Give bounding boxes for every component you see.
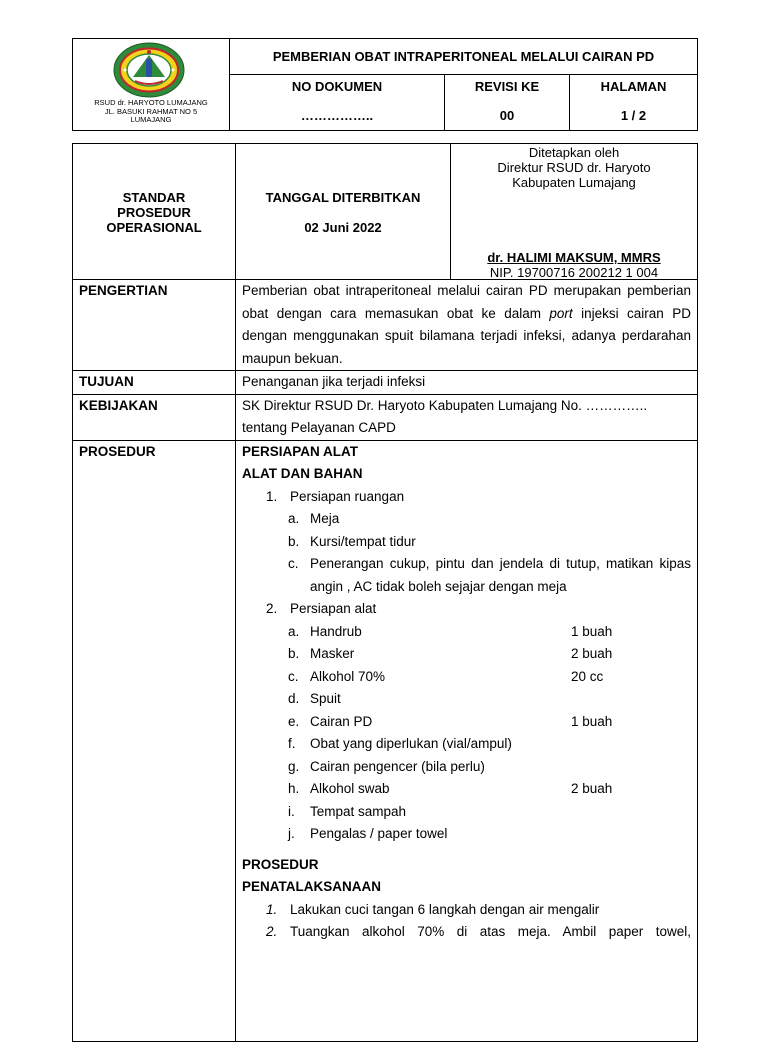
list-text: Cairan pengencer (bila perlu) — [310, 758, 485, 774]
list-marker: e. — [288, 713, 300, 729]
list-marker: 1. — [266, 901, 278, 917]
pengertian-text-part: Pemberian obat intraperitoneal melalui cairan PD merupakan pemberian obat dengan cara memasukan obat ke dalam — [242, 283, 691, 321]
list-marker: 2. — [266, 924, 278, 939]
tanggal-value: 02 Juni 2022 — [304, 220, 382, 235]
org-line: RSUD dr. HARYOTO LUMAJANG — [94, 98, 208, 107]
sop-title-cell — [73, 144, 236, 280]
halaman-label: HALAMAN — [600, 79, 667, 95]
list-text: Alkohol 70% — [310, 668, 386, 684]
hospital-logo-icon — [113, 41, 185, 99]
list-text: Lakukan cuci tangan 6 langkah dengan air mengalir — [290, 901, 600, 917]
list-item — [242, 666, 691, 689]
list-text: Handrub — [310, 623, 362, 639]
list-item — [242, 553, 691, 598]
list-text: Kursi/tempat tidur — [310, 533, 416, 549]
list-quantity: 2 buah — [571, 646, 613, 661]
kebijakan-line: tentang Pelayanan CAPD — [242, 420, 396, 435]
list-quantity: 2 buah — [571, 781, 613, 796]
list-text: Pengalas / paper towel — [310, 826, 448, 841]
list-marker: j. — [288, 826, 295, 841]
list-marker: f. — [288, 736, 296, 751]
pengertian-text — [236, 280, 698, 371]
list-item — [242, 899, 691, 922]
list-quantity — [571, 688, 691, 711]
sop-title-line: OPERASIONAL — [106, 220, 202, 235]
halaman-cell — [570, 75, 698, 131]
list-text: Meja — [310, 511, 340, 526]
no-dokumen-cell — [230, 75, 445, 131]
list-text: Alkohol swab — [310, 781, 390, 796]
list-quantity — [571, 756, 691, 779]
list-quantity: 1 buah — [571, 713, 613, 729]
list-item — [242, 823, 691, 846]
list-item — [242, 756, 691, 779]
tanggal-label: TANGGAL DITERBITKAN — [265, 190, 421, 205]
list-text: Penerangan cukup, pintu dan jendela di tutup, matikan kipas angin , AC tidak boleh sejajar dengan meja — [310, 556, 691, 594]
list-text: Persiapan alat — [290, 601, 377, 616]
list-marker: 1. — [266, 488, 278, 504]
organization-address — [73, 99, 229, 125]
list-item — [242, 801, 691, 824]
prosedur-label: PROSEDUR — [73, 440, 236, 1041]
list-marker: d. — [288, 691, 300, 706]
revisi-cell — [445, 75, 570, 131]
sop-title-line: STANDAR — [122, 190, 186, 205]
pengertian-text-part: port — [549, 305, 573, 321]
list-text: Tuangkan alkohol 70% di atas meja. Ambil paper towel, — [290, 924, 691, 939]
revisi-value: 00 — [499, 108, 515, 124]
list-quantity — [571, 823, 691, 846]
pengertian-text-part: injeksi cairan PD dengan menggunakan spuit bilamana terjadi infeksi, adanya perdarahan maupun bekuan. — [242, 305, 691, 366]
list-item — [242, 688, 691, 711]
kebijakan-text — [236, 394, 698, 440]
halaman-value: 1 / 2 — [620, 108, 647, 124]
list-marker: g. — [288, 758, 300, 774]
no-dokumen-value: …………….. — [300, 108, 374, 124]
list-item — [242, 778, 691, 801]
list-marker: b. — [288, 646, 300, 661]
persiapan-alat-heading: PERSIAPAN ALAT — [242, 443, 359, 459]
list-quantity: 1 buah — [571, 623, 613, 639]
sop-title — [73, 190, 235, 235]
list-marker: c. — [288, 556, 299, 571]
list-marker: c. — [288, 668, 299, 684]
list-text: Persiapan ruangan — [290, 488, 405, 504]
list-item — [242, 733, 691, 756]
prosedur-content — [236, 440, 698, 1041]
list-item — [242, 598, 691, 621]
sop-title-line: PROSEDUR — [117, 205, 191, 220]
document-title: PEMBERIAN OBAT INTRAPERITONEAL MELALUI CAIRAN PD — [272, 49, 655, 65]
list-marker: a. — [288, 511, 300, 526]
signer-name: dr. HALIMI MAKSUM, MMRS — [487, 250, 661, 265]
list-quantity — [571, 733, 691, 756]
list-item — [242, 643, 691, 666]
list-text: Tempat sampah — [310, 803, 407, 819]
prosedur-heading: PROSEDUR — [242, 856, 319, 872]
tujuan-text: Penanganan jika terjadi infeksi — [236, 371, 698, 395]
list-item — [242, 486, 691, 509]
list-item — [242, 621, 691, 644]
list-marker: h. — [288, 781, 300, 796]
kebijakan-line: SK Direktur RSUD Dr. Haryoto Kabupaten Lumajang No. ………….. — [242, 397, 648, 413]
list-marker: 2. — [266, 601, 278, 616]
org-line: LUMAJANG — [130, 115, 172, 124]
list-item — [242, 711, 691, 734]
tanggal-cell — [236, 144, 451, 280]
list-marker: b. — [288, 533, 300, 549]
org-line: JL. BASUKI RAHMAT NO 5 — [104, 106, 198, 116]
penatalaksanaan-heading: PENATALAKSANAAN — [242, 879, 381, 894]
document-header — [72, 38, 698, 131]
kebijakan-label: KEBIJAKAN — [73, 394, 236, 440]
sop-table — [72, 143, 698, 1042]
no-dokumen-label: NO DOKUMEN — [291, 79, 383, 95]
list-text: Obat yang diperlukan (vial/ampul) — [310, 736, 512, 751]
document-title-cell — [230, 39, 698, 75]
revisi-label: REVISI KE — [474, 79, 540, 95]
list-item — [242, 508, 691, 531]
list-marker: i. — [288, 803, 295, 819]
logo-cell — [73, 39, 230, 131]
list-quantity: 20 cc — [571, 668, 604, 684]
signer-nip: NIP. 19700716 200212 1 004 — [489, 265, 659, 280]
list-text: Masker — [310, 646, 355, 661]
tujuan-label: TUJUAN — [73, 371, 236, 395]
alat-bahan-heading: ALAT DAN BAHAN — [242, 466, 363, 481]
list-marker: a. — [288, 623, 300, 639]
list-quantity — [571, 801, 691, 824]
list-text: Cairan PD — [310, 713, 373, 729]
direktur-line: Direktur RSUD dr. Haryoto — [497, 160, 651, 175]
ditetapkan-text: Ditetapkan oleh — [528, 145, 620, 160]
list-item — [242, 921, 691, 944]
list-item — [242, 531, 691, 554]
list-text: Spuit — [310, 691, 341, 706]
pengertian-label: PENGERTIAN — [73, 280, 236, 371]
pengesahan-cell — [451, 144, 698, 280]
direktur-line: Kabupaten Lumajang — [512, 175, 636, 190]
